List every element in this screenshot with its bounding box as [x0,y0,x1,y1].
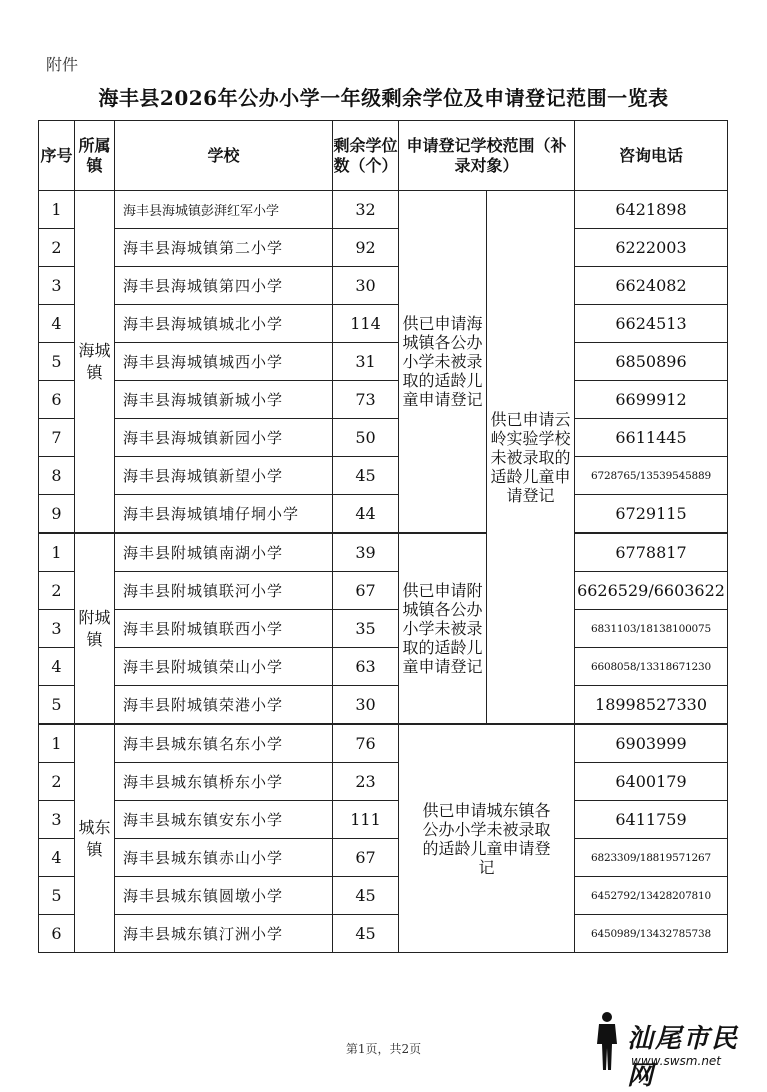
school-name: 海丰县海城镇城北小学 [115,305,333,343]
school-name: 海丰县附城镇联西小学 [115,610,333,648]
row-index: 6 [39,381,75,419]
table-row [39,801,728,839]
school-name: 海丰县城东镇名东小学 [115,724,333,763]
row-index: 9 [39,495,75,534]
header-row [39,121,728,191]
row-index: 2 [39,763,75,801]
row-index: 2 [39,229,75,267]
table-row [39,763,728,801]
row-index: 3 [39,801,75,839]
row-index: 5 [39,877,75,915]
table-row [39,686,728,725]
school-name: 海丰县海城镇新城小学 [115,381,333,419]
school-name: 海丰县城东镇安东小学 [115,801,333,839]
row-index: 2 [39,572,75,610]
phone-number: 6729115 [575,495,728,534]
phone-number: 6831103/18138100075 [575,610,728,648]
school-name: 海丰县城东镇圆墩小学 [115,877,333,915]
school-name: 海丰县城东镇桥东小学 [115,763,333,801]
seat-count: 114 [333,305,399,343]
table-row [39,191,728,229]
phone-number: 6778817 [575,533,728,572]
phone-number: 6450989/13432785738 [575,915,728,953]
town-cell-chengdong: 城东镇 [75,724,115,953]
school-name: 海丰县海城镇第二小学 [115,229,333,267]
phone-number: 6400179 [575,763,728,801]
table-row [39,724,728,763]
row-index: 3 [39,267,75,305]
phone-number: 6850896 [575,343,728,381]
table-row [39,877,728,915]
seat-count: 23 [333,763,399,801]
row-index: 5 [39,343,75,381]
seat-count: 32 [333,191,399,229]
school-name: 海丰县海城镇埔仔垌小学 [115,495,333,534]
scope-cell-chengdong: 供已申请城东镇各公办小学未被录取的适龄儿童申请登记 [399,724,575,953]
seat-count: 31 [333,343,399,381]
header-town: 所属镇 [75,121,115,191]
table-row [39,305,728,343]
town-cell-haicheng: 海城镇 [75,191,115,534]
phone-number: 18998527330 [575,686,728,725]
row-index: 7 [39,419,75,457]
attachment-label: 附件 [46,55,79,74]
seat-count: 50 [333,419,399,457]
phone-number: 6624082 [575,267,728,305]
header-scope: 申请登记学校范围（补录对象） [399,121,575,191]
phone-number: 6222003 [575,229,728,267]
seat-count: 67 [333,839,399,877]
scope-cell-yunling: 供已申请云岭实验学校未被录取的适龄儿童申请登记 [487,191,575,725]
seat-count: 67 [333,572,399,610]
row-index: 1 [39,533,75,572]
seat-count: 63 [333,648,399,686]
row-index: 4 [39,839,75,877]
row-index: 1 [39,724,75,763]
seat-count: 73 [333,381,399,419]
phone-number: 6823309/18819571267 [575,839,728,877]
table-row [39,457,728,495]
table-row [39,915,728,953]
phone-number: 6411759 [575,801,728,839]
seat-count: 45 [333,915,399,953]
seat-count: 30 [333,267,399,305]
seat-count: 45 [333,457,399,495]
table-row [39,495,728,534]
seat-count: 45 [333,877,399,915]
school-name: 海丰县附城镇荣港小学 [115,686,333,725]
phone-number: 6903999 [575,724,728,763]
phone-number: 6728765/13539545889 [575,457,728,495]
header-school: 学校 [115,121,333,191]
person-silhouette-icon [589,1010,625,1072]
school-name: 海丰县城东镇赤山小学 [115,839,333,877]
scope-cell-fucheng: 供已申请附城镇各公办小学未被录取的适龄儿童申请登记 [399,533,487,724]
row-index: 1 [39,191,75,229]
table-row [39,343,728,381]
seat-count: 76 [333,724,399,763]
watermark-brand: 汕尾市民网 [627,1024,740,1091]
town-cell-fucheng: 附城镇 [75,533,115,724]
row-index: 8 [39,457,75,495]
table-row [39,533,728,572]
school-name: 海丰县附城镇联河小学 [115,572,333,610]
phone-number: 6611445 [575,419,728,457]
phone-number: 6699912 [575,381,728,419]
phone-number: 6421898 [575,191,728,229]
school-name: 海丰县附城镇荣山小学 [115,648,333,686]
table-row [39,572,728,610]
seat-count: 30 [333,686,399,725]
document-title: 海丰县2026年公办小学一年级剩余学位及申请登记范围一览表 [98,86,669,110]
row-index: 4 [39,648,75,686]
school-name: 海丰县海城镇新园小学 [115,419,333,457]
phone-number: 6624513 [575,305,728,343]
seat-count: 35 [333,610,399,648]
header-index: 序号 [39,121,75,191]
seat-count: 111 [333,801,399,839]
table-row [39,267,728,305]
seats-table [38,120,728,953]
phone-number: 6452792/13428207810 [575,877,728,915]
header-phone: 咨询电话 [575,121,728,191]
school-name: 海丰县海城镇彭湃红军小学 [115,191,333,229]
seat-count: 44 [333,495,399,534]
table-row [39,839,728,877]
row-index: 6 [39,915,75,953]
header-seats: 剩余学位数（个） [333,121,399,191]
table-row [39,610,728,648]
school-name: 海丰县海城镇城西小学 [115,343,333,381]
row-index: 4 [39,305,75,343]
phone-number: 6608058/13318671230 [575,648,728,686]
table-row [39,381,728,419]
seat-count: 39 [333,533,399,572]
table-row [39,229,728,267]
page-footer: 第1页，共2页 [345,1042,422,1056]
table-row [39,419,728,457]
row-index: 5 [39,686,75,725]
table-row [39,648,728,686]
watermark-logo [589,1010,749,1091]
seat-count: 92 [333,229,399,267]
row-index: 3 [39,610,75,648]
school-name: 海丰县城东镇汀洲小学 [115,915,333,953]
school-name: 海丰县海城镇第四小学 [115,267,333,305]
watermark-url: www.swsm.net [631,1054,722,1068]
scope-cell-haicheng: 供已申请海城镇各公办小学未被录取的适龄儿童申请登记 [399,191,487,534]
school-name: 海丰县海城镇新望小学 [115,457,333,495]
school-name: 海丰县附城镇南湖小学 [115,533,333,572]
phone-number: 6626529/6603622 [575,572,728,610]
